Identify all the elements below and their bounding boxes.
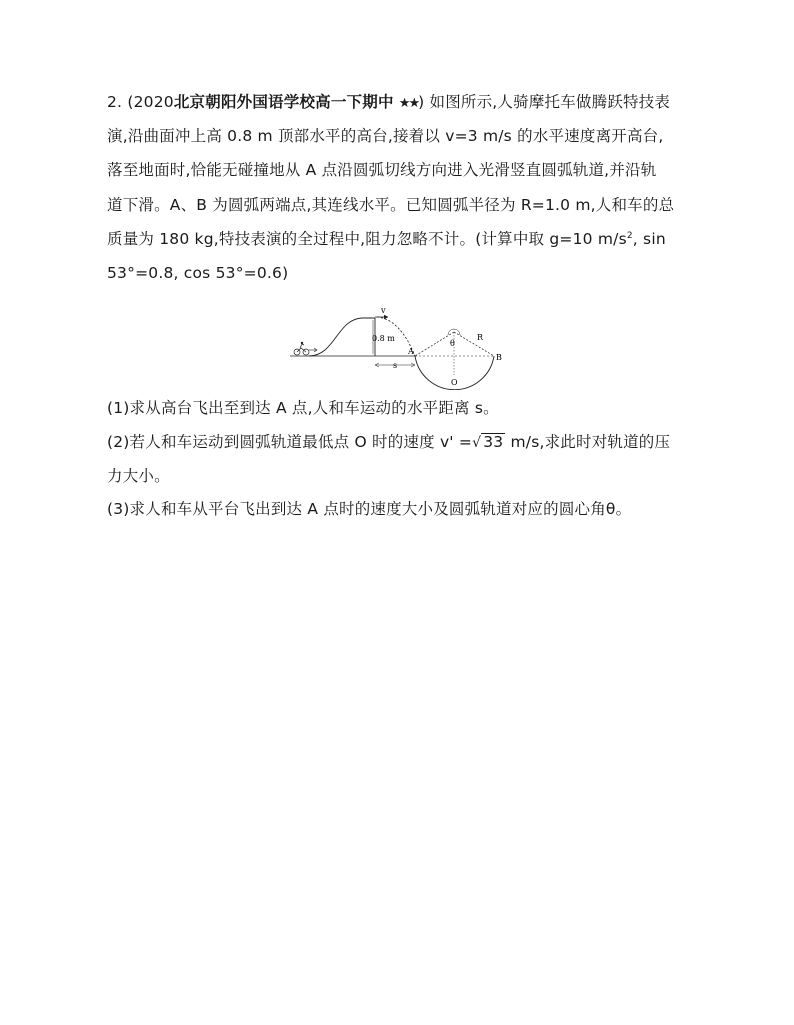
- radius-b: [454, 332, 494, 356]
- question-2-a: (2)若人和车运动到圆弧轨道最低点 O 时的速度 v' =: [107, 433, 473, 451]
- question-2-continued: 力大小。: [107, 467, 170, 485]
- problem-line-5: [107, 229, 666, 249]
- sqrt-value: 33: [483, 433, 504, 451]
- label-O: O: [451, 378, 458, 387]
- problem-number: 2.: [107, 93, 123, 111]
- radius-a: [415, 332, 454, 356]
- label-R: R: [477, 333, 484, 342]
- problem-line-5-b: , sin: [632, 230, 666, 248]
- label-v: v: [381, 306, 386, 315]
- label-s: s: [393, 361, 398, 370]
- source-open: (2020: [127, 93, 174, 111]
- problem-line-4: 道下滑。A、B 为圆弧两端点,其连线水平。已知圆弧半径为 R=1.0 m,人和车的总: [107, 196, 675, 214]
- question-2-b: m/s,求此时对轨道的压: [505, 433, 671, 451]
- arrowhead-icon: [384, 315, 388, 319]
- question-2: (2)若人和车运动到圆弧轨道最低点 O 时的速度 v' =√ 33 m/s,求此时对轨道的压: [107, 433, 671, 451]
- problem-line-3: 落至地面时,恰能无碰撞地从 A 点沿圆弧切线方向进入光滑竖直圆弧轨道,并沿轨: [107, 161, 657, 179]
- problem-line-1-text: 如图所示,人骑摩托车做腾跃特技表: [429, 93, 671, 111]
- problem-line-5-a: 质量为 180 kg,特技表演的全过程中,阻力忽略不计。(计算中取 g=10 m/s: [107, 230, 627, 248]
- problem-line-6: 53°=0.8, cos 53°=0.6): [107, 264, 289, 282]
- label-A: A: [408, 347, 414, 356]
- problem-source: 北京朝阳外国语学校高一下期中: [173, 93, 394, 111]
- superscript-2: 2: [626, 231, 633, 241]
- motorcycle-icon: [294, 342, 317, 355]
- label-theta: θ: [450, 339, 455, 348]
- label-B: B: [496, 353, 502, 362]
- problem-line-2: 演,沿曲面冲上高 0.8 m 顶部水平的高台,接着以 v=3 m/s 的水平速度离开高台,: [107, 127, 664, 145]
- label-height: 0.8 m: [372, 334, 395, 343]
- motorcycle-jump-figure: [287, 305, 507, 390]
- ramp-curve: [309, 318, 375, 356]
- source-close: ): [418, 93, 425, 111]
- question-3: (3)求人和车从平台飞出到达 A 点时的速度大小及圆弧轨道对应的圆心角θ。: [107, 500, 632, 518]
- question-1: (1)求从高台飞出至到达 A 点,人和车运动的水平距离 s。: [107, 399, 499, 417]
- difficulty-stars: ★★: [398, 96, 419, 111]
- problem-line-1: [107, 92, 670, 114]
